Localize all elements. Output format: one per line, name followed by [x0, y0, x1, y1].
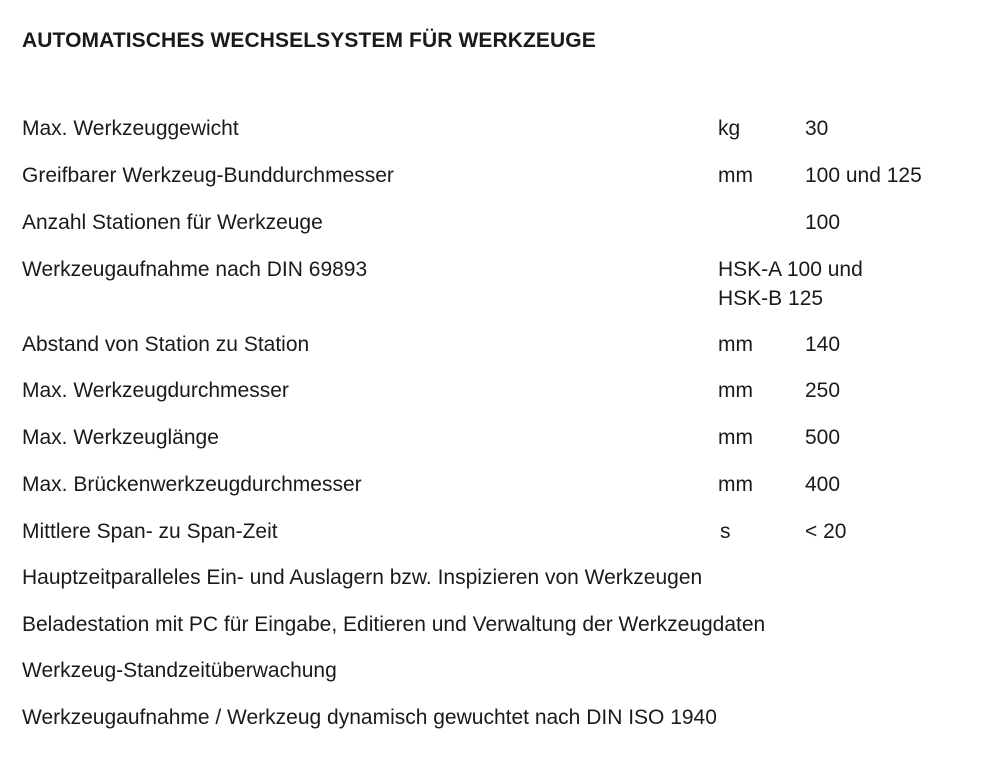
spec-value: 500 — [805, 426, 841, 449]
document-title: AUTOMATISCHES WECHSELSYSTEM FÜR WERKZEUGE — [22, 29, 596, 52]
feature-text: Hauptzeitparalleles Ein- und Auslagern bzw. Inspizieren von Werkzeugen — [22, 566, 703, 589]
spec-unit-line1: HSK-A 100 und — [718, 258, 863, 281]
spec-value: 250 — [805, 379, 841, 402]
spec-value: 400 — [805, 473, 841, 496]
spec-label: Max. Werkzeugdurchmesser — [22, 379, 289, 402]
spec-label: Mittlere Span- zu Span-Zeit — [22, 520, 278, 543]
spec-unit: mm — [718, 473, 753, 496]
spec-label: Max. Werkzeuggewicht — [22, 117, 239, 140]
spec-value: 100 und 125 — [805, 164, 922, 187]
feature-text: Werkzeug-Standzeitüberwachung — [22, 659, 337, 682]
spec-value: < 20 — [805, 520, 847, 543]
spec-label: Max. Brückenwerkzeugdurchmesser — [22, 473, 362, 496]
spec-unit: mm — [718, 164, 753, 187]
feature-text: Werkzeugaufnahme / Werkzeug dynamisch gewuchtet nach DIN ISO 1940 — [22, 706, 717, 729]
spec-unit-line2: HSK-B 125 — [718, 287, 824, 310]
spec-unit: mm — [718, 426, 753, 449]
spec-value: 100 — [805, 211, 841, 234]
spec-label: Greifbarer Werkzeug-Bunddurchmesser — [22, 164, 394, 187]
spec-label: Max. Werkzeuglänge — [22, 426, 219, 449]
spec-unit: mm — [718, 333, 753, 356]
spec-unit: mm — [718, 379, 753, 402]
spec-label: Abstand von Station zu Station — [22, 333, 310, 356]
spec-unit: s — [720, 520, 731, 543]
spec-value: 140 — [805, 333, 841, 356]
spec-label: Werkzeugaufnahme nach DIN 69893 — [22, 258, 368, 281]
spec-label: Anzahl Stationen für Werkzeuge — [22, 211, 323, 234]
feature-text: Beladestation mit PC für Eingabe, Editieren und Verwaltung der Werkzeugdaten — [22, 613, 766, 636]
spec-value: 30 — [805, 117, 829, 140]
spec-unit: kg — [718, 117, 741, 140]
